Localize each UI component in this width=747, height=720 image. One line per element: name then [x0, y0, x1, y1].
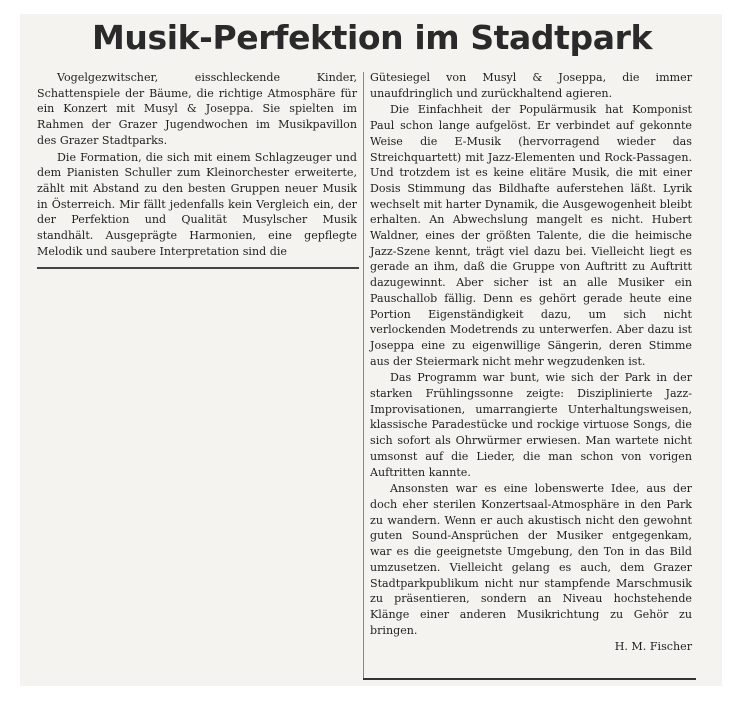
author-signature: H. M. Fischer — [614, 640, 692, 654]
right-column — [370, 70, 692, 656]
right-paragraph-1: Die Einfachheit der Populärmusik hat Komponist Paul schon lange aufgelöst. Er verbindet auf gekonnte Weise die E-Musik (hervorragend wieder das Streichquartett) mit Jazz-Elementen und Rock-Passagen. Und trotzdem ist es keine elitäre Musik, die mit einer Dosis Stimmung das Bildhafte auferstehen läßt. Lyrik wechselt mit harter Dynamik, die Ausgewogenheit bleibt erhalten. An Abwechslung mangelt es nicht. Hubert Waldner, eines der größten Talente, die die heimische Jazz-Szene kennt, trägt viel dazu bei. Vielleicht liegt es gerade an ihm, daß die Gruppe von Auftritt zu Auftritt dazugewinnt. Aber sicher ist an alle Musiker ein Pauschallob fällig. Denn es gehört gerade heute eine Portion Eigenständigkeit dazu, um sich nicht verlockenden Modetrends zu unterwerfen. Aber dazu ist Joseppa eine zu eigenwillige Sängerin, deren Stimme aus der Steiermark nicht mehr wegzudenken ist. — [370, 103, 692, 368]
right-paragraph-2: Das Programm war bunt, wie sich der Park in der starken Frühlingssonne zeigte: Disziplinierte Jazz-Improvisationen, umarrangierte Unterhaltungsweisen, klassische Paradestücke und rockige virtuose Songs, die sich sofort als Ohrwürmer erwiesen. Man wartete nicht umsonst auf die Lieder, die man schon von vorigen Auftritten kannte. — [370, 371, 692, 479]
article-end-rule — [363, 678, 696, 680]
left-paragraph-1: Vogelgezwitscher, eisschleckende Kinder, Schattenspiele der Bäume, die richtige Atmosphäre für ein Konzert mit Musyl & Joseppa. Sie spielten im Rahmen der Grazer Jugendwochen im Musikpavillon des Grazer Stadtparks. — [37, 71, 357, 147]
left-column — [37, 70, 357, 260]
right-paragraph-continuation: Gütesiegel von Musyl & Joseppa, die immer unaufdringlich und zurückhaltend agieren. — [370, 71, 692, 100]
right-paragraph-3: Ansonsten war es eine lobenswerte Idee, aus der doch eher sterilen Konzertsaal-Atmosphäre in den Park zu wandern. Wenn er auch akustisch nicht den gewohnt guten Sound-Ansprüchen der Musiker entgegenkam, war es die geeignetste Umgebung, den Ton in das Bild umzusetzen. Vielleicht gelang es auch, dem Grazer Stadtparkpublikum nicht nur stampfende Marschmusik zu präsentieren, sondern an Niveau hochstehende Klänge einer anderen Musikrichtung zu Gehör zu bringen. — [370, 482, 692, 637]
column-divider — [363, 72, 364, 680]
left-paragraph-2: Die Formation, die sich mit einem Schlagzeuger und dem Pianisten Schuller zum Kleinorchester erweiterte, zählt mit Abstand zu den besten Gruppen neuer Musik in Österreich. Mir fällt jedenfalls kein Vergleich ein, der der Perfektion und Qualität Musylscher Musik standhält. Ausgeprägte Harmonien, eine gepflegte Melodik und saubere Interpretation sind die — [37, 150, 357, 258]
left-column-end-rule — [37, 267, 359, 269]
article-headline: Musik-Perfektion im Stadtpark — [91, 18, 653, 57]
